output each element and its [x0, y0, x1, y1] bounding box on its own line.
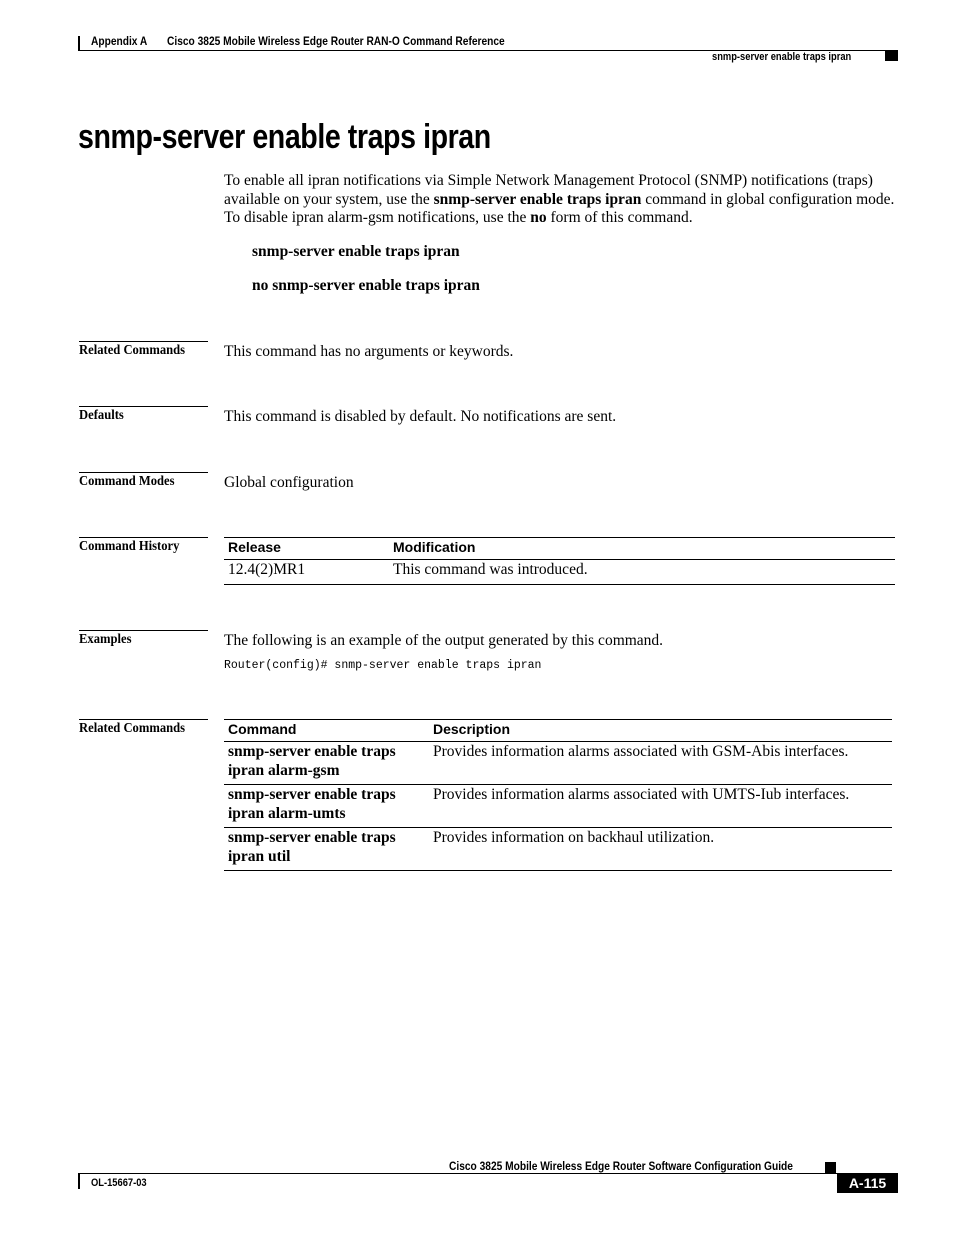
intro-text-3: form of this command.: [546, 209, 693, 226]
footer-rule: [78, 1173, 898, 1174]
header-square-marker: [885, 50, 898, 61]
section-label-related2: Related Commands: [79, 721, 186, 736]
related-header-description: Description: [433, 721, 511, 737]
related-header-row: [224, 720, 892, 742]
intro-text-1: To enable all ipran notifications via Simple Network Management Protocol (SNMP) notifications (traps) available on your system, use the: [224, 172, 873, 208]
page-title: snmp-server enable traps ipran: [78, 118, 491, 156]
page-number: A-115: [837, 1174, 898, 1193]
header-left-bar: [78, 36, 80, 50]
footer-left-bar: [78, 1173, 80, 1189]
history-release: 12.4(2)MR1: [228, 561, 306, 578]
modes-text: Global configuration: [224, 474, 354, 491]
section-label-examples: Examples: [79, 632, 132, 647]
related-command: snmp-server enable traps ipran alarm-umts: [228, 786, 396, 822]
intro-no-keyword: no: [530, 209, 547, 226]
table-row: [224, 560, 895, 585]
section-rule-related2: [79, 719, 208, 720]
section-rule-examples: [79, 630, 208, 631]
intro-paragraph: [224, 172, 899, 228]
section-label-related1: Related Commands: [79, 343, 186, 358]
history-header-release: Release: [228, 539, 281, 555]
related-description: Provides information on backhaul utilization.: [433, 829, 715, 846]
table-row: [224, 785, 892, 828]
history-header-row: [224, 538, 895, 560]
syntax-disable: no snmp-server enable traps ipran: [252, 277, 480, 294]
section-rule-history: [79, 537, 208, 538]
section-label-modes: Command Modes: [79, 474, 175, 489]
footer-square-marker: [825, 1162, 836, 1173]
example-code: Router(config)# snmp-server enable traps ipran: [224, 659, 542, 672]
header-appendix: Appendix A: [91, 34, 148, 48]
section-label-history: Command History: [79, 539, 180, 554]
header-chapter-title: Cisco 3825 Mobile Wireless Edge Router RAN-O Command Reference: [167, 34, 505, 48]
syntax-enable: snmp-server enable traps ipran: [252, 243, 460, 260]
related-command: snmp-server enable traps ipran alarm-gsm: [228, 743, 396, 779]
related-description: Provides information alarms associated with UMTS-Iub interfaces.: [433, 786, 850, 803]
section-rule-related1: [79, 341, 208, 342]
history-modification: This command was introduced.: [393, 561, 588, 578]
footer-guide-title: Cisco 3825 Mobile Wireless Edge Router Software Configuration Guide: [449, 1159, 793, 1173]
related1-text: This command has no arguments or keywords.: [224, 343, 514, 360]
section-rule-defaults: [79, 406, 208, 407]
table-row: [224, 828, 892, 871]
intro-command: snmp-server enable traps ipran: [433, 190, 642, 208]
examples-text: The following is an example of the output generated by this command.: [224, 632, 664, 649]
related-header-command: Command: [228, 721, 297, 737]
intro-text-2: command in global configuration mode. To disable ipran alarm-gsm notifications, use the: [224, 190, 895, 226]
related-command: snmp-server enable traps ipran util: [228, 829, 396, 865]
defaults-text: This command is disabled by default. No notifications are sent.: [224, 408, 617, 425]
history-header-modification: Modification: [393, 539, 476, 555]
table-row: [224, 742, 892, 785]
related-description: Provides information alarms associated with GSM-Abis interfaces.: [433, 743, 849, 760]
history-table: [224, 537, 895, 585]
header-running-head: snmp-server enable traps ipran: [712, 51, 852, 63]
footer-doc-number: OL-15667-03: [91, 1177, 147, 1189]
related-commands-table: [224, 719, 892, 871]
section-label-defaults: Defaults: [79, 408, 124, 423]
section-rule-modes: [79, 472, 208, 473]
